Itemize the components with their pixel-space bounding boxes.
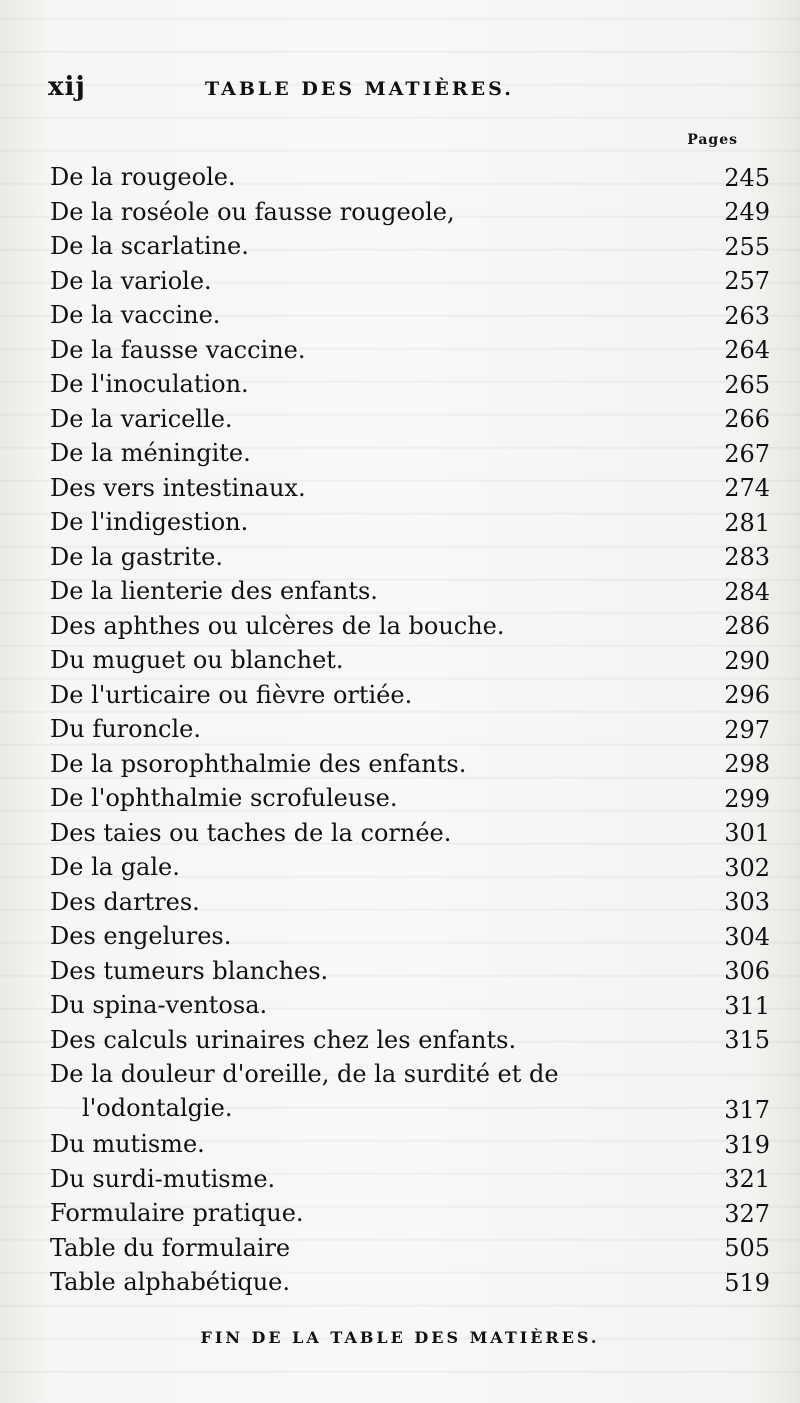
toc-entry-page-number: 311	[724, 991, 770, 1020]
toc-entry-title	[50, 1057, 570, 1125]
toc-entry-title-text: Des calculs urinaires chez les enfants.	[50, 1025, 517, 1054]
toc-entry	[50, 919, 770, 954]
toc-entry-page-number: 255	[724, 232, 770, 261]
toc-entry-title	[50, 643, 650, 677]
toc-entry	[50, 402, 770, 437]
toc-entry-title	[50, 1162, 650, 1196]
toc-entry	[50, 712, 770, 747]
toc-entry-title-text: Des aphthes ou ulcères de la bouche.	[50, 611, 505, 640]
toc-entry-title	[50, 712, 650, 746]
toc-entry-page-number: 274	[724, 474, 770, 502]
toc-entry-title	[50, 1127, 650, 1161]
toc-entry-title-text: Du muguet ou blanchet.	[50, 646, 344, 674]
toc-entry-title	[50, 747, 650, 781]
toc-entry-page-number: 281	[724, 508, 770, 537]
toc-entry-title	[50, 195, 650, 229]
toc-entry-title	[50, 1023, 650, 1057]
toc-entry-page-number: 284	[724, 577, 770, 606]
toc-entry-title	[50, 988, 650, 1022]
toc-entry-title	[50, 540, 650, 574]
toc-entry-page-number: 317	[724, 1096, 770, 1124]
toc-entry-page-number: 266	[724, 405, 770, 433]
toc-entry	[50, 540, 770, 575]
toc-entry-page-number: 249	[724, 198, 770, 226]
toc-entry-title	[50, 850, 650, 884]
end-of-table-note: FIN DE LA TABLE DES MATIÈRES.	[200, 1328, 600, 1347]
toc-entry-title-text: Du mutisme.	[50, 1130, 205, 1158]
toc-entry	[50, 747, 770, 782]
toc-entry-title-text: Table alphabétique.	[50, 1268, 290, 1296]
toc-entry	[50, 1231, 770, 1266]
toc-entry-page-number: 304	[724, 922, 770, 951]
toc-entry-title-text: Des tumeurs blanches.	[50, 956, 329, 985]
toc-entry-page-number: 290	[724, 646, 770, 675]
toc-entry-title-text: De la rougeole.	[50, 163, 236, 191]
toc-entry-title-text: De la psorophthalmie des enfants.	[50, 749, 467, 778]
toc-entry-page-number: 505	[724, 1234, 770, 1262]
toc-entry-title-text: De la roséole ou fausse rougeole,	[50, 197, 455, 226]
toc-entry-title-text: Des taies ou taches de la cornée.	[50, 818, 452, 847]
toc-entry-page-number: 315	[724, 1026, 770, 1054]
toc-entry-title-text: Du spina-ventosa.	[50, 991, 268, 1019]
toc-entry-page-number: 302	[724, 853, 770, 882]
toc-entry-title-text: Des engelures.	[50, 922, 232, 950]
toc-entry-title	[50, 229, 650, 263]
toc-entry-title	[50, 298, 650, 332]
toc-entry-title-text: Du furoncle.	[50, 715, 201, 743]
toc-entry	[50, 954, 770, 989]
toc-entry-page-number: 264	[724, 336, 770, 364]
toc-entry	[50, 609, 770, 644]
table-of-contents	[50, 160, 770, 1300]
toc-entry-page-number: 299	[724, 784, 770, 813]
toc-entry-title-text: De la douleur d'oreille, de la surdité et de	[50, 1060, 559, 1088]
toc-entry-title	[50, 333, 650, 367]
toc-entry	[50, 1023, 770, 1058]
toc-entry	[50, 160, 770, 195]
toc-entry	[50, 850, 770, 885]
toc-entry-title-continuation: l'odontalgie.	[82, 1094, 233, 1122]
toc-entry-title-text: De la lienterie des enfants.	[50, 577, 378, 605]
toc-entry-title	[50, 574, 650, 608]
toc-entry	[50, 436, 770, 471]
toc-entry-title	[50, 1265, 650, 1299]
toc-entry-page-number: 286	[724, 612, 770, 640]
toc-entry	[50, 1162, 770, 1197]
toc-entry-page-number: 298	[724, 750, 770, 778]
toc-entry	[50, 678, 770, 713]
toc-entry-page-number: 263	[724, 301, 770, 330]
toc-entry-title-text: De la fausse vaccine.	[50, 335, 306, 364]
toc-entry	[50, 505, 770, 540]
toc-entry-page-number: 519	[724, 1268, 770, 1297]
toc-entry-page-number: 257	[724, 267, 770, 295]
toc-entry	[50, 1265, 770, 1300]
toc-entry-title-text: De l'urticaire ou fièvre ortiée.	[50, 680, 413, 709]
toc-entry-page-number: 306	[724, 957, 770, 985]
toc-entry-title	[50, 919, 650, 953]
toc-entry-page-number: 267	[724, 439, 770, 468]
toc-entry-title-text: De la méningite.	[50, 439, 251, 467]
toc-entry-title-text: De l'inoculation.	[50, 370, 249, 398]
toc-entry	[50, 229, 770, 264]
pages-column-heading: Pages	[687, 132, 738, 148]
toc-entry	[50, 781, 770, 816]
toc-entry-title-text: De la variole.	[50, 266, 212, 295]
toc-entry-title	[50, 781, 650, 815]
toc-entry-title	[50, 678, 650, 712]
toc-entry-page-number: 245	[724, 163, 770, 192]
toc-entry-title	[50, 609, 650, 643]
toc-entry-title	[50, 367, 650, 401]
toc-entry-title-text: Table du formulaire	[50, 1233, 291, 1262]
toc-entry-title	[50, 1231, 650, 1265]
toc-entry	[50, 816, 770, 851]
toc-entry-title	[50, 816, 650, 850]
toc-entry-title-text: Du surdi-mutisme.	[50, 1164, 276, 1193]
toc-entry-page-number: 297	[724, 715, 770, 744]
toc-entry-title	[50, 436, 650, 470]
toc-entry-title-text: De la gale.	[50, 853, 180, 881]
toc-entry	[50, 298, 770, 333]
toc-entry-title	[50, 402, 650, 436]
toc-entry-page-number: 321	[724, 1165, 770, 1193]
running-head: TABLE DES MATIÈRES.	[205, 78, 514, 100]
toc-entry	[50, 643, 770, 678]
toc-entry	[50, 195, 770, 230]
toc-entry-title-text: De la gastrite.	[50, 542, 223, 571]
toc-entry-title-text: De l'ophthalmie scrofuleuse.	[50, 784, 398, 812]
toc-entry-title-text: De la vaccine.	[50, 301, 221, 329]
toc-entry-title-text: Des vers intestinaux.	[50, 473, 306, 502]
toc-entry	[50, 988, 770, 1023]
toc-entry	[50, 1196, 770, 1231]
toc-entry-title	[50, 471, 650, 505]
toc-entry	[50, 1127, 770, 1162]
toc-entry-title-text: De la varicelle.	[50, 404, 233, 433]
toc-entry-page-number: 265	[724, 370, 770, 399]
toc-entry	[50, 1057, 770, 1127]
page-number: xij	[48, 72, 86, 102]
toc-entry-title	[50, 885, 650, 919]
toc-entry-title-text: De l'indigestion.	[50, 508, 249, 536]
toc-entry-title	[50, 160, 650, 194]
toc-entry-page-number: 283	[724, 543, 770, 571]
toc-entry-title	[50, 264, 650, 298]
toc-entry-page-number: 296	[724, 681, 770, 709]
toc-entry-title-text: De la scarlatine.	[50, 232, 249, 260]
toc-entry	[50, 333, 770, 368]
toc-entry-page-number: 327	[724, 1199, 770, 1228]
toc-entry-title	[50, 954, 650, 988]
toc-entry-page-number: 319	[724, 1130, 770, 1159]
toc-entry	[50, 574, 770, 609]
toc-entry	[50, 264, 770, 299]
toc-entry	[50, 367, 770, 402]
toc-entry-title	[50, 1196, 650, 1230]
toc-entry-title-text: Formulaire pratique.	[50, 1199, 304, 1227]
toc-entry-title	[50, 505, 650, 539]
toc-entry-page-number: 301	[724, 819, 770, 847]
toc-entry	[50, 471, 770, 506]
toc-entry-page-number: 303	[724, 888, 770, 916]
toc-entry-title-text: Des dartres.	[50, 887, 200, 916]
toc-entry	[50, 885, 770, 920]
